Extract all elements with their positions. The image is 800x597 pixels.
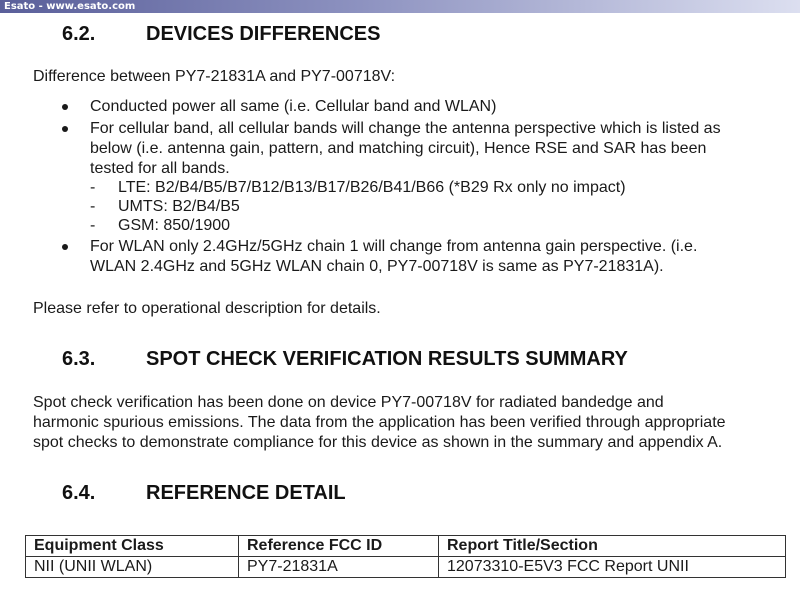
watermark-text: Esato - www.esato.com bbox=[4, 1, 136, 12]
bullet-item bbox=[90, 237, 780, 277]
watermark-bar bbox=[0, 0, 800, 13]
table-row bbox=[26, 557, 786, 578]
section-number: 6.3. bbox=[62, 348, 96, 370]
bullet-dot bbox=[62, 104, 68, 110]
section-title: DEVICES DIFFERENCES bbox=[146, 23, 381, 45]
devices-intro: Difference between PY7-21831A and PY7-00718V: bbox=[33, 68, 396, 85]
section-number: 6.2. bbox=[62, 23, 96, 45]
bullet-item bbox=[90, 119, 780, 179]
section-heading-6-3 bbox=[62, 348, 628, 371]
section-title: REFERENCE DETAIL bbox=[146, 482, 346, 504]
reference-table bbox=[25, 535, 786, 578]
table-cell: 12073310-E5V3 FCC Report UNII bbox=[439, 557, 786, 578]
devices-outro: Please refer to operational description for details. bbox=[33, 300, 381, 317]
table-header-cell: Equipment Class bbox=[26, 536, 239, 557]
table-header-row bbox=[26, 536, 786, 557]
sub-text: LTE: B2/B4/B5/B7/B12/B13/B17/B26/B41/B66 (*B29 Rx only no impact) bbox=[118, 179, 626, 196]
bullet-line: For cellular band, all cellular bands will change the antenna perspective which is listed as bbox=[90, 120, 721, 137]
sub-text: UMTS: B2/B4/B5 bbox=[118, 198, 240, 215]
spot-check-paragraph bbox=[33, 393, 726, 453]
section-number: 6.4. bbox=[62, 482, 96, 504]
bullet-line: tested for all bands. bbox=[90, 160, 230, 177]
table-header-cell: Reference FCC ID bbox=[239, 536, 439, 557]
sub-text: GSM: 850/1900 bbox=[118, 217, 231, 234]
table-cell: PY7-21831A bbox=[239, 557, 439, 578]
bullet-line: below (i.e. antenna gain, pattern, and matching circuit), Hence RSE and SAR has been bbox=[90, 140, 707, 157]
bullet-item bbox=[90, 97, 780, 117]
bullet-dot bbox=[62, 126, 68, 132]
paragraph-line: Spot check verification has been done on device PY7-00718V for radiated bandedge and bbox=[33, 394, 664, 411]
bullet-line: For WLAN only 2.4GHz/5GHz chain 1 will change from antenna gain perspective. (i.e. bbox=[90, 238, 698, 255]
bullet-line: Conducted power all same (i.e. Cellular band and WLAN) bbox=[90, 98, 497, 115]
section-heading-6-4 bbox=[62, 482, 346, 505]
table-cell: NII (UNII WLAN) bbox=[26, 557, 239, 578]
section-title: SPOT CHECK VERIFICATION RESULTS SUMMARY bbox=[146, 348, 628, 370]
bullet-line: WLAN 2.4GHz and 5GHz WLAN chain 0, PY7-00718V is same as PY7-21831A). bbox=[90, 258, 664, 275]
section-heading-6-2 bbox=[62, 23, 380, 46]
sub-dash: - bbox=[90, 179, 96, 196]
sub-dash: - bbox=[90, 198, 96, 215]
table-header-cell: Report Title/Section bbox=[439, 536, 786, 557]
paragraph-line: spot checks to demonstrate compliance for this device as shown in the summary and appendix A. bbox=[33, 434, 723, 451]
paragraph-line: harmonic spurious emissions. The data from the application has been verified through appropriate bbox=[33, 414, 726, 431]
sub-dash: - bbox=[90, 217, 96, 234]
bullet-dot bbox=[62, 244, 68, 250]
